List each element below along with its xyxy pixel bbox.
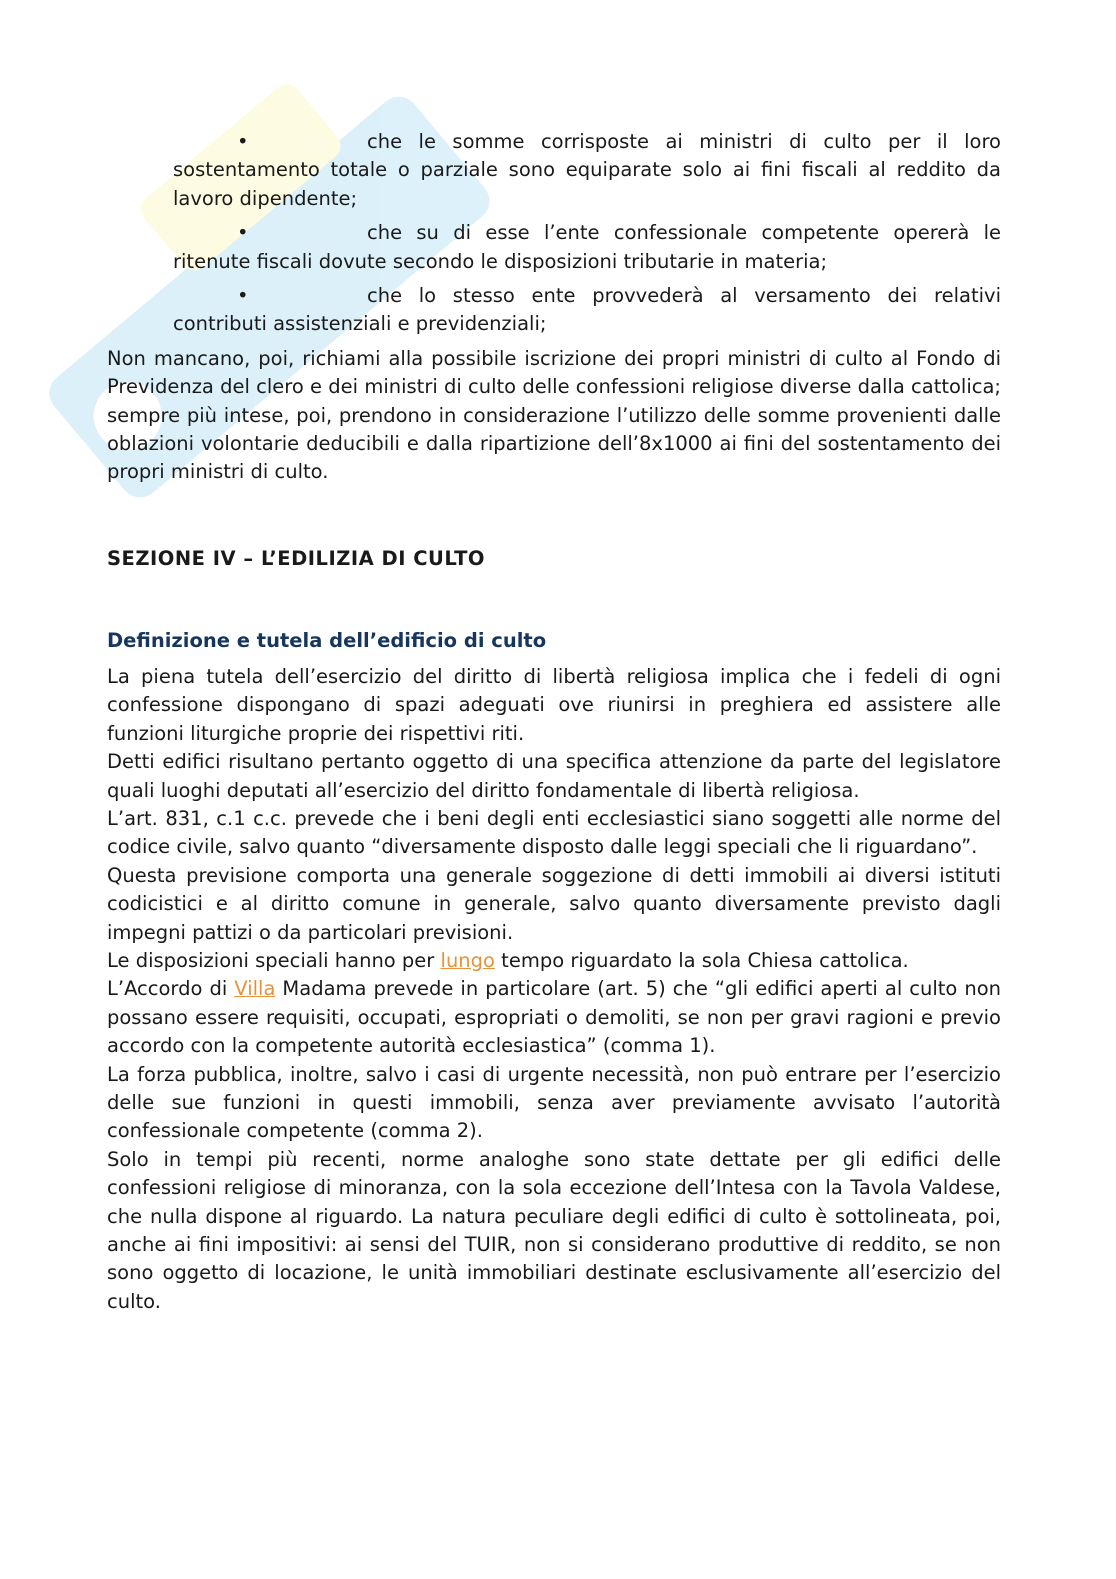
bullet-text: che lo stesso ente provvederà al versamento dei relativi contributi assistenziali e previdenziali;: [173, 284, 1001, 336]
subheading: Definizione e tutela dell’edificio di culto: [107, 628, 547, 652]
paragraph-p7: La forza pubblica, inoltre, salvo i casi di urgente necessità, non può entrare per l’esercizio delle sue funzioni in questi immobili, senza aver previamente avvisato l’autorità confessionale competente (comma 2).: [107, 1062, 1001, 1143]
bullet-marker: •: [237, 284, 249, 308]
bullet-marker: •: [237, 221, 249, 245]
intro-paragraph: Non mancano, poi, richiami alla possibile iscrizione dei propri ministri di culto al Fondo di Previdenza del clero e dei ministri di culto delle confessioni religiose diverse dalla cattolica; sempre più intese, poi, prendono in considerazione l’utilizzo delle somme provenienti dalle oblazioni volontarie deducibili e dalla ripartizione dell’8x1000 ai fini del sostentamento dei propri ministri di culto.: [107, 346, 1001, 484]
link-villa[interactable]: Villa: [234, 977, 276, 1001]
paragraph-p6-text-end: Madama prevede in particolare (art. 5) che “gli edifici aperti al culto non possano essere requisiti, occupati, espropriati o demoliti, se non per gravi ragioni e previo accordo con la competente autorità ecclesiastica” (comma 1).: [107, 977, 1002, 1058]
paragraph-p1: La piena tutela dell’esercizio del diritto di libertà religiosa implica che i fedeli di ogni confessione dispongano di spazi adeguati ove riunirsi in preghiera ed assistere alle funzioni liturgiche proprie dei rispettivi riti.: [107, 664, 1001, 745]
paragraph-p4: Questa previsione comporta una generale soggezione di detti immobili ai diversi istituti codicistici e al diritto comune in generale, salvo quanto diversamente previsto dagli impegni pattizi o da particolari previsioni.: [107, 863, 1001, 944]
document-page: [107, 128, 1001, 1316]
paragraph-p5-text-end: tempo riguardato la sola Chiesa cattolica.: [494, 948, 909, 972]
list-item: [173, 282, 1001, 339]
paragraph-p5: [107, 947, 1001, 975]
bullet-text: che su di esse l’ente confessionale competente opererà le ritenute fiscali dovute secondo le disposizioni tributarie in materia;: [173, 221, 1001, 273]
link-lungo[interactable]: lungo: [440, 948, 495, 972]
paragraph-p6-text: L’Accordo di: [107, 977, 235, 1001]
bullet-text: che le somme corrisposte ai ministri di culto per il loro sostentamento totale o parziale sono equiparate solo ai fini fiscali al reddito da lavoro dipendente;: [173, 130, 1001, 210]
paragraph-p3: L’art. 831, c.1 c.c. prevede che i beni degli enti ecclesiastici siano soggetti alle norme del codice civile, salvo quanto “diversamente disposto dalle leggi speciali che li riguardano”.: [107, 806, 1001, 859]
paragraph-p2: Detti edifici risultano pertanto oggetto di una specifica attenzione da parte del legislatore quali luoghi deputati all’esercizio del diritto fondamentale di libertà religiosa.: [107, 750, 1001, 802]
list-item: [173, 219, 1001, 276]
paragraph-p6: [107, 975, 1001, 1060]
paragraph-p5-text: Le disposizioni speciali hanno per: [107, 948, 441, 972]
bullet-list: [173, 128, 1001, 339]
paragraph-p8: Solo in tempi più recenti, norme analoghe sono state dettate per gli edifici delle confessioni religiose di minoranza, con la sola eccezione dell’Intesa con la Tavola Valdese, che nulla dispone al riguardo. La natura peculiare degli edifici di culto è sottolineata, poi, anche ai fini impositivi: ai sensi del TUIR, non si considerano produttive di reddito, se non sono oggetto di locazione, le unità immobiliari destinate esclusivamente all’esercizio del culto.: [107, 1147, 1001, 1313]
section-title: SEZIONE IV – L’EDILIZIA DI CULTO: [107, 546, 485, 570]
list-item: [173, 128, 1001, 213]
bullet-marker: •: [237, 130, 249, 153]
